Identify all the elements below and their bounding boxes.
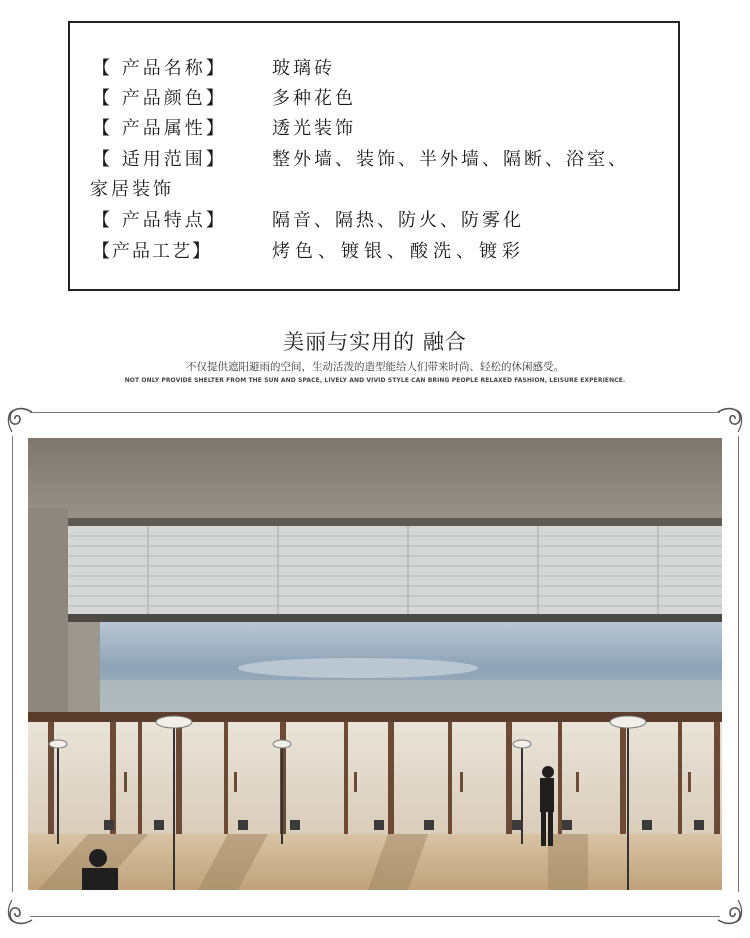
frame-right-line (738, 436, 739, 892)
spec-label: 【 产品特点】 (92, 210, 227, 231)
section-title: 美丽与实用的 融合 (283, 330, 467, 354)
spec-label: 【产品工艺】 (92, 241, 212, 262)
spec-box (68, 21, 680, 291)
concrete-ceiling (28, 438, 722, 526)
section-subtitle-cn: 不仅提供遮阳避雨的空间，生动活泼的造型能给人们带来时尚、轻松的休闲感受。 (186, 361, 564, 373)
spec-value: 透光装饰 (272, 118, 356, 139)
glass-block-wall (68, 526, 722, 614)
spec-value: 整外墙、装饰、半外墙、隔断、浴室、 (272, 149, 629, 170)
building-photo (28, 438, 722, 890)
photo-scene (28, 438, 722, 890)
ornament-bottom-left-icon (4, 898, 34, 928)
frame-left-line (12, 436, 13, 892)
spec-value: 隔音、隔热、防火、防雾化 (272, 210, 524, 231)
frame-bottom-line (30, 916, 720, 917)
ornament-top-left-icon (4, 404, 34, 434)
spec-value-continued: 家居装饰 (90, 179, 174, 200)
spec-value: 玻璃砖 (272, 58, 335, 79)
spec-label: 【 产品名称】 (92, 58, 227, 79)
ornament-bottom-right-icon (716, 898, 746, 928)
spec-value: 烤色、镀银、酸洗、镀彩 (272, 241, 525, 262)
spec-label: 【 产品属性】 (92, 118, 227, 139)
spec-value: 多种花色 (272, 88, 356, 109)
frame-top-line (30, 412, 720, 413)
ornament-top-right-icon (716, 404, 746, 434)
spec-label: 【 适用范围】 (92, 149, 227, 170)
spec-label: 【 产品颜色】 (92, 88, 227, 109)
section-subtitle-en: NOT ONLY PROVIDE SHELTER FROM THE SUN AND SPACE, LIVELY AND VIVID STYLE CAN BRING PEOPLE RELAXED FASHION, LEISURE EXPERIENCE. (124, 377, 626, 384)
